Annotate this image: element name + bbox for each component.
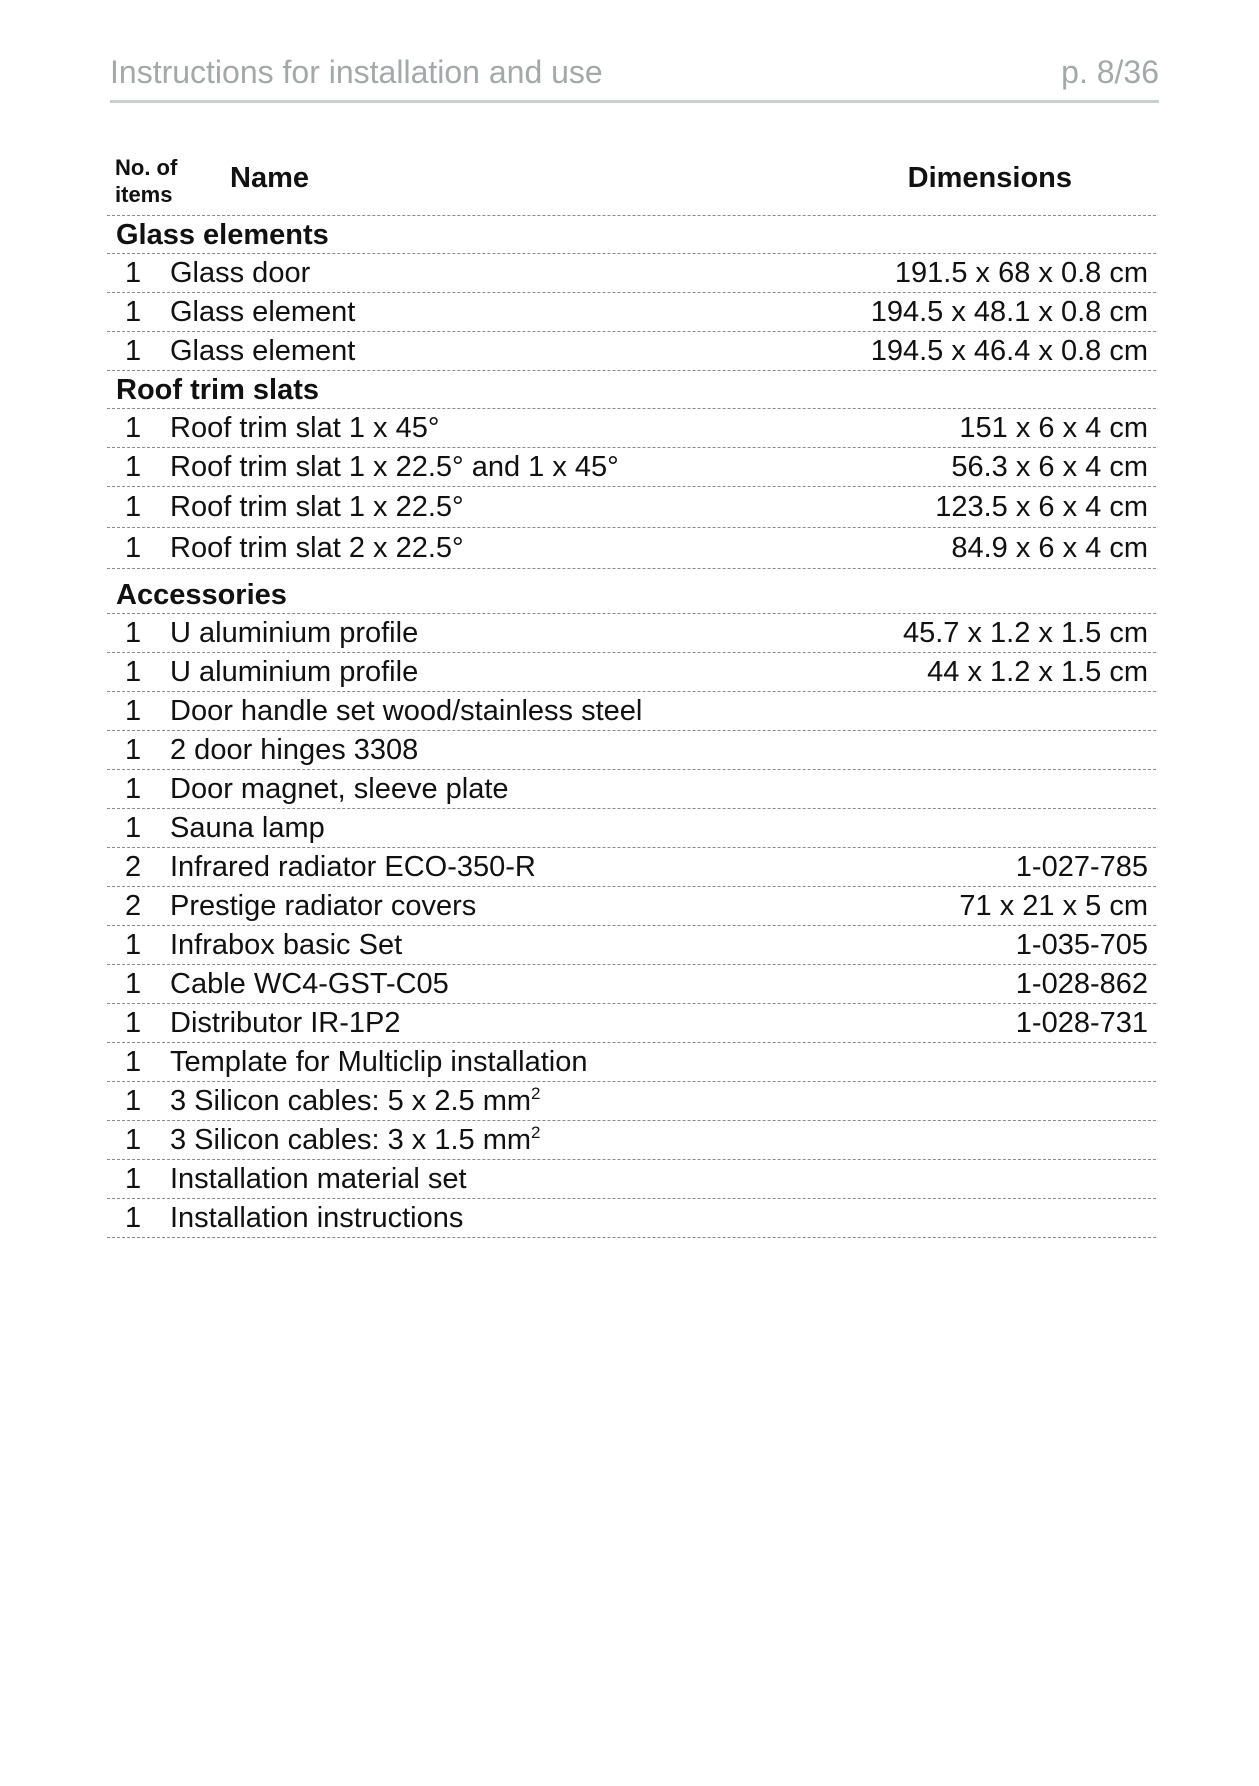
item-count: 1 bbox=[125, 532, 142, 564]
item-count: 1 bbox=[125, 929, 142, 961]
item-name: Infrabox basic Set bbox=[170, 929, 403, 961]
item-name: Roof trim slat 1 x 45° bbox=[170, 412, 440, 444]
table-row bbox=[107, 614, 1156, 653]
table-row bbox=[107, 731, 1156, 770]
document-title: Instructions for installation and use bbox=[110, 54, 603, 90]
table-row bbox=[107, 487, 1156, 528]
item-count: 1 bbox=[125, 734, 142, 766]
parts-list-table bbox=[107, 152, 1156, 1238]
table-row bbox=[107, 409, 1156, 448]
item-name: Roof trim slat 1 x 22.5° and 1 x 45° bbox=[170, 451, 619, 483]
table-row bbox=[107, 1160, 1156, 1199]
table-row bbox=[107, 848, 1156, 887]
item-count: 1 bbox=[125, 1202, 142, 1234]
item-count: 1 bbox=[125, 1124, 142, 1156]
item-name: Distributor IR-1P2 bbox=[170, 1007, 401, 1039]
item-dimensions: 1-028-731 bbox=[1015, 1007, 1148, 1039]
item-dimensions: 194.5 x 48.1 x 0.8 cm bbox=[870, 296, 1148, 328]
superscript-squared: 2 bbox=[531, 1084, 541, 1103]
table-header bbox=[107, 152, 1156, 216]
item-name: Cable WC4-GST-C05 bbox=[170, 968, 449, 1000]
superscript-squared: 2 bbox=[531, 1123, 541, 1142]
table-row bbox=[107, 1004, 1156, 1043]
table-row bbox=[107, 653, 1156, 692]
column-header-name: Name bbox=[230, 162, 309, 194]
column-header-count-line1: No. of bbox=[115, 155, 178, 180]
section-title-roof-trim-slats: Roof trim slats bbox=[107, 371, 1156, 409]
item-dimensions: 84.9 x 6 x 4 cm bbox=[951, 532, 1148, 564]
item-count: 1 bbox=[125, 773, 142, 805]
column-header-count-line2: items bbox=[115, 182, 173, 207]
item-dimensions: 1-035-705 bbox=[1015, 929, 1148, 961]
item-count: 1 bbox=[125, 812, 142, 844]
table-row bbox=[107, 926, 1156, 965]
table-row bbox=[107, 448, 1156, 487]
item-name-text: 3 Silicon cables: 5 x 2.5 mm bbox=[170, 1085, 532, 1117]
table-row bbox=[107, 770, 1156, 809]
item-count: 2 bbox=[125, 851, 142, 883]
item-count: 1 bbox=[125, 617, 142, 649]
item-name: Roof trim slat 2 x 22.5° bbox=[170, 532, 464, 564]
item-dimensions: 45.7 x 1.2 x 1.5 cm bbox=[902, 617, 1148, 649]
item-name: Door handle set wood/stainless steel bbox=[170, 695, 643, 727]
item-count: 1 bbox=[125, 1046, 142, 1078]
item-name bbox=[170, 1082, 541, 1121]
item-name: Sauna lamp bbox=[170, 812, 325, 844]
item-count: 1 bbox=[125, 695, 142, 727]
table-row bbox=[107, 887, 1156, 926]
page-header bbox=[110, 52, 1159, 103]
item-name: Glass element bbox=[170, 335, 356, 367]
item-count: 1 bbox=[125, 412, 142, 444]
item-dimensions: 44 x 1.2 x 1.5 cm bbox=[927, 656, 1148, 688]
item-count: 1 bbox=[125, 491, 142, 523]
item-count: 1 bbox=[125, 1085, 142, 1117]
item-name: U aluminium profile bbox=[170, 656, 419, 688]
item-name: Installation instructions bbox=[170, 1202, 464, 1234]
item-dimensions: 71 x 21 x 5 cm bbox=[959, 890, 1148, 922]
column-header-dimensions: Dimensions bbox=[907, 162, 1072, 194]
table-row bbox=[107, 1199, 1156, 1238]
item-name: Template for Multiclip installation bbox=[170, 1046, 588, 1078]
item-count: 1 bbox=[125, 296, 142, 328]
item-name: Installation material set bbox=[170, 1163, 467, 1195]
section-title-accessories: Accessories bbox=[107, 569, 1156, 614]
item-name: Roof trim slat 1 x 22.5° bbox=[170, 491, 464, 523]
item-count: 2 bbox=[125, 890, 142, 922]
item-count: 1 bbox=[125, 335, 142, 367]
section-title-glass-elements: Glass elements bbox=[107, 216, 1156, 254]
item-name bbox=[170, 1121, 541, 1160]
page-number: p. 8/36 bbox=[1061, 54, 1159, 90]
item-dimensions: 56.3 x 6 x 4 cm bbox=[951, 451, 1148, 483]
item-count: 1 bbox=[125, 656, 142, 688]
table-row bbox=[107, 254, 1156, 293]
item-name: U aluminium profile bbox=[170, 617, 419, 649]
item-count: 1 bbox=[125, 1163, 142, 1195]
item-count: 1 bbox=[125, 257, 142, 289]
table-row bbox=[107, 293, 1156, 332]
item-name: Infrared radiator ECO-350-R bbox=[170, 851, 536, 883]
item-dimensions: 1-028-862 bbox=[1015, 968, 1148, 1000]
table-row bbox=[107, 1043, 1156, 1082]
item-name: Glass door bbox=[170, 257, 311, 289]
item-dimensions: 1-027-785 bbox=[1015, 851, 1148, 883]
table-row bbox=[107, 809, 1156, 848]
item-dimensions: 123.5 x 6 x 4 cm bbox=[935, 491, 1148, 523]
item-name: 2 door hinges 3308 bbox=[170, 734, 419, 766]
column-header-count bbox=[115, 154, 177, 208]
table-row bbox=[107, 965, 1156, 1004]
table-row bbox=[107, 692, 1156, 731]
table-row bbox=[107, 332, 1156, 371]
item-dimensions: 191.5 x 68 x 0.8 cm bbox=[894, 257, 1148, 289]
item-name: Prestige radiator covers bbox=[170, 890, 477, 922]
item-name: Door magnet, sleeve plate bbox=[170, 773, 509, 805]
table-row bbox=[107, 1082, 1156, 1121]
item-count: 1 bbox=[125, 968, 142, 1000]
item-count: 1 bbox=[125, 451, 142, 483]
item-name-text: 3 Silicon cables: 3 x 1.5 mm bbox=[170, 1124, 532, 1156]
item-dimensions: 151 x 6 x 4 cm bbox=[959, 412, 1148, 444]
table-row bbox=[107, 528, 1156, 569]
item-name: Glass element bbox=[170, 296, 356, 328]
item-count: 1 bbox=[125, 1007, 142, 1039]
item-dimensions: 194.5 x 46.4 x 0.8 cm bbox=[870, 335, 1148, 367]
table-row bbox=[107, 1121, 1156, 1160]
